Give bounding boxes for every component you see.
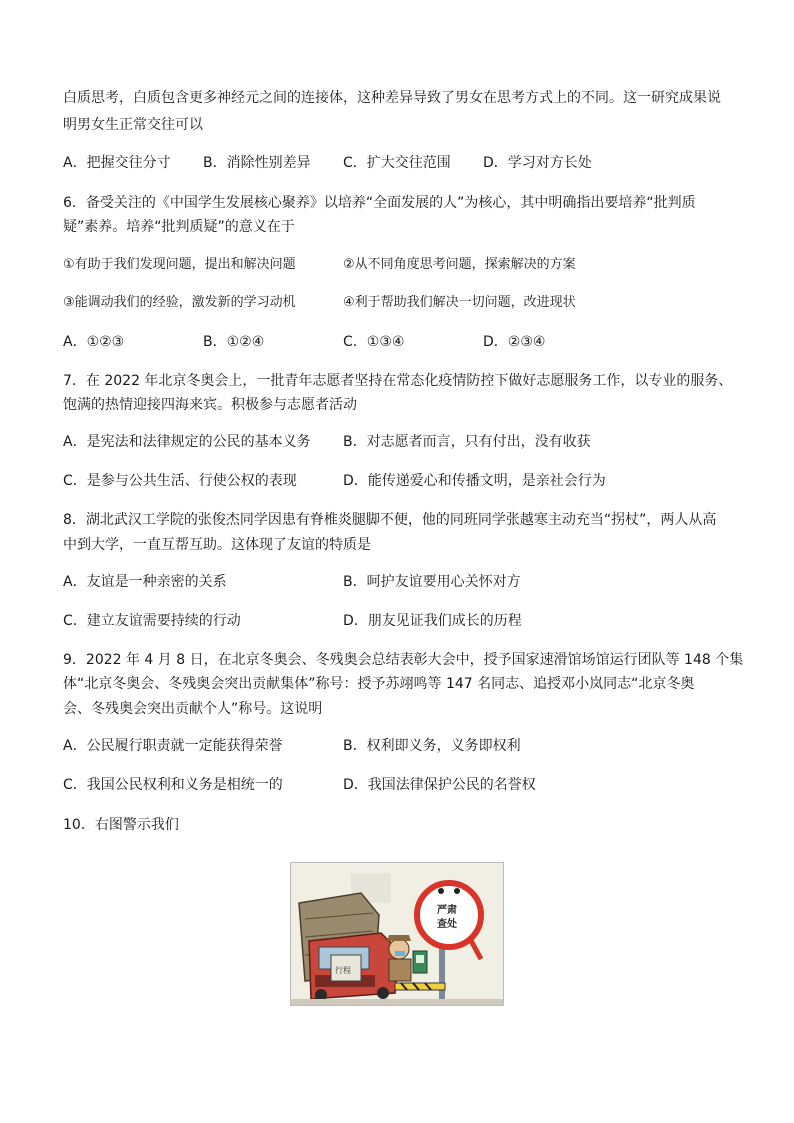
q8-option-b: B．呵护友谊要用心关怀对方 [343,574,521,590]
q7-option-b: B．对志愿者而言，只有付出，没有收获 [343,434,591,450]
q5-line1: 白质思考，白质包含更多神经元之间的连接体，这种差异导致了男女在思考方式上的不同。这一研究成果说 [63,90,721,106]
ground [291,999,503,1005]
q9-option-b: B．权利即义务，义务即权利 [343,738,521,754]
driver-hat [387,935,411,941]
q6-item-2: ②从不同角度思考问题，探索解决的方案 [343,257,576,272]
q8-option-d: D．朋友见证我们成长的历程 [343,613,522,629]
q9-option-c: C．我国公民权利和义务是相统一的 [63,777,283,793]
sign-eye-left [438,888,444,894]
q7-option-a: A．是宪法和法律规定的公民的基本义务 [63,434,311,450]
barrier-post [439,947,445,999]
q8-option-c: C．建立友谊需要持续的行动 [63,613,241,629]
q6-item-1: ①有助于我们发现问题，提出和解决问题 [63,257,296,272]
q7-option-c: C．是参与公共生活、行使公权的表现 [63,473,297,489]
q8-line2: 中到大学，一直互帮互助。这体现了友谊的特质是 [63,537,371,553]
cartoon-illustration [291,863,503,1005]
q5-option-a: A．把握交往分寸 [63,155,171,171]
q9-option-a: A．公民履行职责就一定能获得荣誉 [63,738,283,754]
driver-mask [395,951,405,956]
q6-option-b: B．①②④ [203,334,265,350]
q7-option-d: D．能传递爱心和传播文明，是亲社会行为 [343,473,606,489]
q9-line2: 体“北京冬奥会、冬残奥会突出贡献集体”称号：授予苏翊鸣等 147 名同志、追授邓小岚同志“北京冬奥 [63,676,695,692]
q8-line1: 8．湖北武汉工学院的张俊杰同学因患有脊椎炎腿脚不便，他的同班同学张越寒主动充当“拐杖”，两人从高 [63,512,717,528]
q9-line1: 9．2022 年 4 月 8 日，在北京冬奥会、冬残奥会总结表彰大会中，授予国家速滑馆场馆运行团队等 148 个集 [63,652,744,668]
q5-line2: 明男女生正常交往可以 [63,117,203,133]
health-code-screen [416,955,424,963]
q10-line1: 10．右图警示我们 [63,817,179,833]
q5-option-b: B．消除性别差异 [203,155,311,171]
sign-eye-right [454,888,460,894]
truck-wheel-right [377,987,389,999]
q6-option-a: A．①②③ [63,334,125,350]
q9-line3: 会、冬残奥会突出贡献个人”称号。这说明 [63,701,323,717]
q5-option-c: C．扩大交往范围 [343,155,451,171]
itinerary-card-text: 行程 [335,966,351,975]
driver-body [389,959,411,981]
q9-option-d: D．我国法律保护公民的名誉权 [343,777,536,793]
sign-text-line2: 查处 [437,919,457,930]
q6-item-4: ④利于帮助我们解决一切问题，改进现状 [343,295,576,310]
q7-line2: 饱满的热情迎接四海来宾。积极参与志愿者活动 [63,397,357,413]
q6-option-c: C．①③④ [343,334,405,350]
q6-item-3: ③能调动我们的经验，激发新的学习动机 [63,295,296,310]
q6-line1: 6．备受关注的《中国学生发展核心聚养》以培养“全面发展的人”为核心，其中明确指出要培养“批判质 [63,195,696,211]
q6-line2: 疑”素养。培养“批判质疑”的意义在于 [63,219,295,235]
q6-option-d: D．②③④ [483,334,546,350]
cartoon-figure [290,862,504,1006]
q8-option-a: A．友谊是一种亲密的关系 [63,574,227,590]
q5-option-d: D．学习对方长处 [483,155,592,171]
q7-line1: 7．在 2022 年北京冬奥会上，一批青年志愿者坚持在常态化疫情防控下做好志愿服务工作，以专业的服务、 [63,373,733,389]
sign-text-line1: 严肃 [437,905,457,916]
